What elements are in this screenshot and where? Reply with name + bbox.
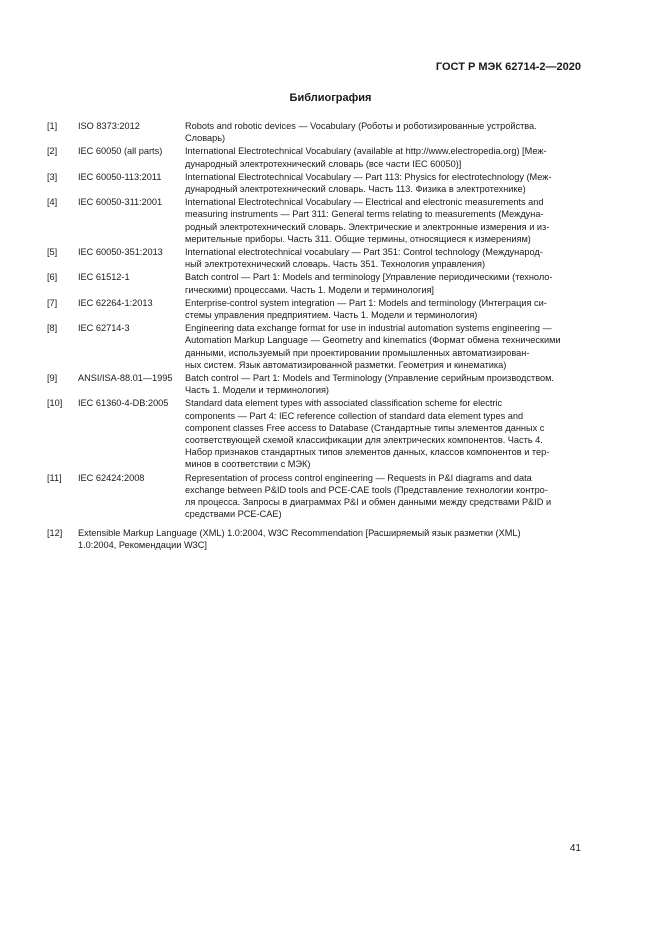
entry-description xyxy=(185,372,583,396)
entry-line: Enterprise-control system integration — Part 1: Models and terminology (Интеграция си- xyxy=(185,297,547,308)
page-number: 41 xyxy=(569,843,581,854)
entry-line: Automation Markup Language — Geometry and kinematics (Формат обмена техническими xyxy=(185,335,561,346)
entry-number: [3] xyxy=(47,171,58,182)
entry-description xyxy=(185,171,583,195)
entry-description xyxy=(185,322,583,371)
entry-document-code: IEC 60050 (all parts) xyxy=(78,146,163,157)
bibliography-entry xyxy=(47,297,583,321)
entry-document-code: IEC 62424:2008 xyxy=(78,472,145,483)
entry-number: [5] xyxy=(47,247,58,258)
entry-line: component classes Free access to Database (Стандартные типы элементов данных с xyxy=(185,422,545,433)
entry-line: гическими) процессами. Часть 1. Модели и терминология] xyxy=(185,284,434,295)
entry-line: International Electrotechnical Vocabulary — Electrical and electronic measurements and xyxy=(185,197,544,208)
bibliography-entry xyxy=(47,372,583,396)
entry-document-code: IEC 60050-311:2001 xyxy=(78,197,163,208)
entry-line: Engineering data exchange format for use in industrial automation systems engineering — xyxy=(185,323,552,334)
entry-description xyxy=(185,196,583,245)
bibliography-entry xyxy=(47,171,583,195)
entry-document-code: IEC 62714-3 xyxy=(78,323,130,334)
bibliography-list xyxy=(47,120,583,552)
entry-line: 1.0:2004, Рекомендации W3C] xyxy=(78,539,207,550)
entry-line: дународный электротехнический словарь (все части IEC 60050)] xyxy=(185,158,462,169)
entry-document-code: IEC 61512-1 xyxy=(78,272,130,283)
entry-line: Набор признаков стандартных типов элементов данных, классов компонентов и тер- xyxy=(185,447,550,458)
entry-document-code: IEC 62264-1:2013 xyxy=(78,297,153,308)
entry-document-code: IEC 60050-113:2011 xyxy=(78,171,162,182)
entry-line: International Electrotechnical Vocabulary (available at http://www.electropedia.org) [Меж- xyxy=(185,146,547,157)
entry-description xyxy=(185,120,583,144)
bibliography-entry xyxy=(47,472,583,521)
entry-line: Batch control — Part 1: Models and Terminology (Управление серийным производством. xyxy=(185,373,554,384)
entry-line: Robots and robotic devices — Vocabulary (Роботы и роботизированные устройства. xyxy=(185,121,537,131)
entry-number: [4] xyxy=(47,197,58,208)
entry-line: Extensible Markup Language (XML) 1.0:2004, W3C Recommendation [Расширяемый язык разметки (XML) xyxy=(78,527,521,538)
entry-number: [10] xyxy=(47,398,63,409)
entry-document-code: ISO 8373:2012 xyxy=(78,121,140,131)
entry-number: [12] xyxy=(47,527,63,538)
entry-line: Часть 1. Модели и терминология) xyxy=(185,385,329,396)
entry-number: [8] xyxy=(47,323,58,334)
entry-line: минов в соответствии с МЭК) xyxy=(185,459,311,470)
entry-description xyxy=(185,397,583,470)
entry-line: родный электротехнический словарь. Электрические и электронные измерения и из- xyxy=(185,221,550,232)
entry-line: средствами PCE-CAE) xyxy=(185,509,282,520)
bibliography-entry xyxy=(47,246,583,270)
entry-description xyxy=(185,145,583,169)
entry-document-code: ANSI/ISA-88.01—1995 xyxy=(78,373,173,384)
entry-description xyxy=(78,527,583,551)
bibliography-entry xyxy=(47,145,583,169)
entry-description xyxy=(185,472,583,521)
entry-number: [9] xyxy=(47,373,58,384)
entry-number: [2] xyxy=(47,146,58,157)
entry-description xyxy=(185,271,583,295)
entry-document-code: IEC 61360-4-DB:2005 xyxy=(78,398,169,409)
entry-line: International electrotechnical vocabulary — Part 351: Control technology (Международ- xyxy=(185,247,543,258)
entry-line: components — Part 4: IEC reference collection of standard data element types and xyxy=(185,410,524,421)
entry-line: measuring instruments — Part 311: General terms relating to measurements (Междуна- xyxy=(185,209,544,220)
entry-line: мерительные приборы. Часть 311. Общие термины, относящиеся к измерениям) xyxy=(185,233,531,244)
entry-number: [7] xyxy=(47,297,58,308)
entry-line: данными, используемый при проектировании промышленных автоматизирован- xyxy=(185,347,530,358)
entry-line: дународный электротехнический словарь. Часть 113. Физика в электротехнике) xyxy=(185,184,526,195)
entry-number: [1] xyxy=(47,121,58,131)
entry-line: стемы управления предприятием. Часть 1. Модели и терминология) xyxy=(185,310,478,321)
bibliography-entry xyxy=(47,527,583,551)
standard-number: ГОСТ Р МЭК 62714-2—2020 xyxy=(435,61,581,73)
bibliography-entry xyxy=(47,397,583,470)
entry-description xyxy=(185,297,583,321)
entry-line: Batch control — Part 1: Models and terminology [Управление периодическими (техноло- xyxy=(185,272,553,283)
entry-line: exchange between P&ID tools and PCE-CAE tools (Представление технологии контро- xyxy=(185,484,548,495)
entry-line: ных систем. Язык автоматизированной разметки. Геометрия и кинематика) xyxy=(185,359,507,370)
bibliography-entry xyxy=(47,271,583,295)
bibliography-entry xyxy=(47,196,583,245)
entry-line: Standard data element types with associated classification scheme for electric xyxy=(185,398,503,409)
bibliography-entry xyxy=(47,322,583,371)
entry-line: ля процесса. Запросы в диаграммах P&I и обмен данными между средствами P&ID и xyxy=(185,497,552,508)
entry-description xyxy=(185,246,583,270)
entry-line: Representation of process control engineering — Requests in P&I diagrams and data xyxy=(185,472,532,483)
entry-line: International Electrotechnical Vocabulary — Part 113: Physics for electrotechnology (Меж- xyxy=(185,171,552,182)
entry-line: соответствующей схемой классификации для электрических компонентов. Часть 4. xyxy=(185,435,543,446)
bibliography-entry xyxy=(47,120,583,144)
entry-line: Словарь) xyxy=(185,133,226,144)
entry-document-code: IEC 60050-351:2013 xyxy=(78,247,163,258)
entry-number: [6] xyxy=(47,272,58,283)
entry-line: ный электротехнический словарь. Часть 351. Технология управления) xyxy=(185,259,486,270)
entry-number: [11] xyxy=(47,472,62,483)
page-title: Библиография xyxy=(289,92,372,104)
